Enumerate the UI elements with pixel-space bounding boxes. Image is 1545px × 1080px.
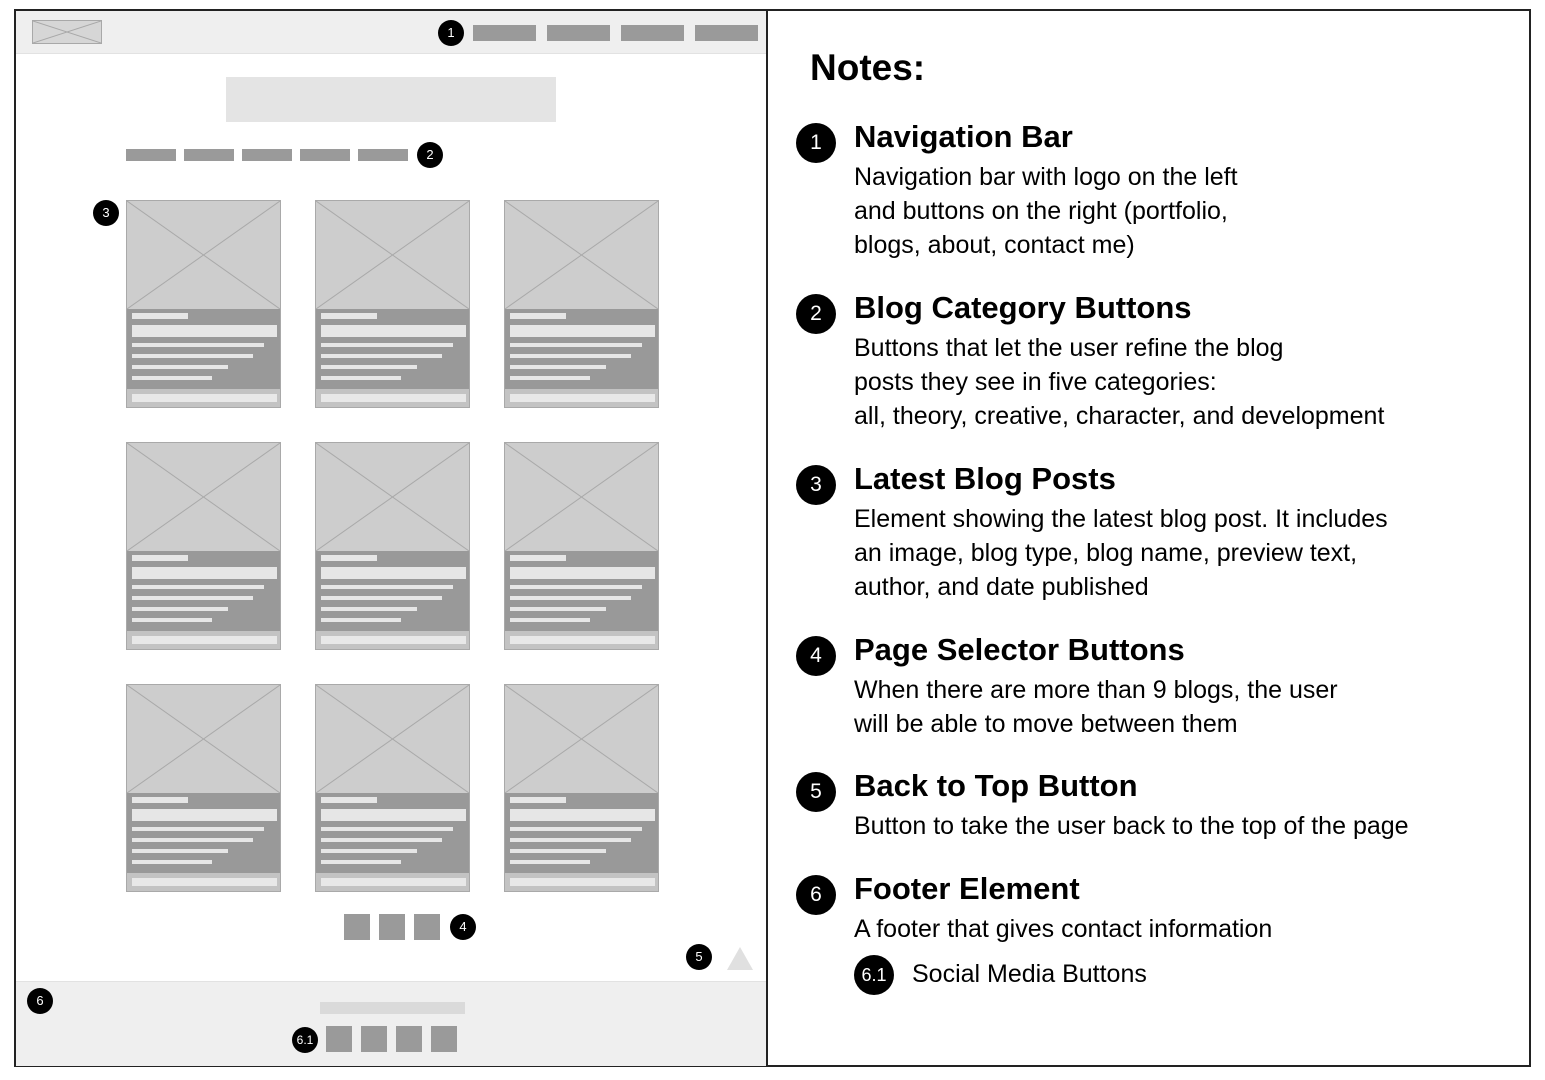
card-footer [316, 873, 469, 891]
card-text-area [505, 309, 658, 389]
marker-social: 6.1 [292, 1027, 318, 1053]
text-line-placeholder [510, 313, 566, 319]
text-line-placeholder [510, 376, 590, 380]
text-line-placeholder [510, 838, 631, 842]
note-description-line: Button to take the user back to the top of the page [854, 812, 1409, 840]
text-line-placeholder [510, 618, 590, 622]
page-button-2[interactable] [379, 914, 405, 940]
note-description-line: and buttons on the right (portfolio, [854, 197, 1228, 225]
note-description-line: A footer that gives contact information [854, 915, 1273, 943]
nav-button-blogs[interactable] [547, 25, 610, 41]
card-footer [127, 873, 280, 891]
image-placeholder-icon [316, 685, 469, 793]
marker-categories: 2 [417, 142, 443, 168]
text-line-placeholder [132, 567, 277, 579]
card-footer [316, 389, 469, 407]
note-number: 3 [796, 465, 836, 505]
marker-back-to-top: 5 [686, 944, 712, 970]
marker-footer: 6 [27, 988, 53, 1014]
text-line-placeholder [132, 809, 277, 821]
blog-post-card[interactable] [315, 200, 470, 408]
text-line-placeholder [510, 343, 642, 347]
note-description-line: posts they see in five categories: [854, 368, 1217, 396]
text-line-placeholder [132, 607, 228, 611]
text-line-placeholder [321, 354, 442, 358]
author-date-placeholder [510, 394, 655, 402]
footer-contact-placeholder [320, 1002, 465, 1014]
author-date-placeholder [321, 636, 466, 644]
blog-post-card[interactable] [126, 442, 281, 650]
category-button-character[interactable] [300, 149, 350, 161]
text-line-placeholder [510, 860, 590, 864]
text-line-placeholder [321, 596, 442, 600]
social-button-4[interactable] [431, 1026, 457, 1052]
page-button-1[interactable] [344, 914, 370, 940]
note-title: Footer Element [854, 871, 1080, 906]
card-footer [127, 389, 280, 407]
note-title: Page Selector Buttons [854, 632, 1185, 667]
text-line-placeholder [510, 797, 566, 803]
blog-post-card[interactable] [504, 442, 659, 650]
text-line-placeholder [510, 567, 655, 579]
author-date-placeholder [510, 636, 655, 644]
text-line-placeholder [132, 860, 212, 864]
note-number: 4 [796, 636, 836, 676]
note-title: Navigation Bar [854, 119, 1073, 154]
blog-post-card[interactable] [504, 200, 659, 408]
text-line-placeholder [321, 585, 453, 589]
card-text-area [127, 309, 280, 389]
text-line-placeholder [510, 849, 606, 853]
text-line-placeholder [321, 313, 377, 319]
author-date-placeholder [321, 878, 466, 886]
card-text-area [505, 793, 658, 873]
author-date-placeholder [132, 394, 277, 402]
note-description-line: Navigation bar with logo on the left [854, 163, 1238, 191]
note-description-line: will be able to move between them [854, 710, 1238, 738]
nav-button-about[interactable] [621, 25, 684, 41]
back-to-top-icon[interactable] [726, 946, 754, 977]
text-line-placeholder [510, 607, 606, 611]
note-description-line: all, theory, creative, character, and development [854, 402, 1385, 430]
image-placeholder-icon [316, 443, 469, 551]
note-description-line: an image, blog type, blog name, preview text, [854, 539, 1358, 567]
author-date-placeholder [132, 878, 277, 886]
text-line-placeholder [132, 797, 188, 803]
image-placeholder-icon [316, 201, 469, 309]
notes-heading: Notes: [810, 47, 926, 88]
text-line-placeholder [510, 809, 655, 821]
blog-post-card[interactable] [504, 684, 659, 892]
blog-post-card[interactable] [315, 442, 470, 650]
text-line-placeholder [321, 618, 401, 622]
text-line-placeholder [132, 838, 253, 842]
text-line-placeholder [321, 860, 401, 864]
category-button-theory[interactable] [184, 149, 234, 161]
image-placeholder-icon [127, 201, 280, 309]
text-line-placeholder [132, 354, 253, 358]
image-placeholder-icon [127, 685, 280, 793]
card-text-area [316, 793, 469, 873]
text-line-placeholder [321, 343, 453, 347]
navigation-bar [16, 11, 768, 54]
text-line-placeholder [132, 849, 228, 853]
text-line-placeholder [321, 555, 377, 561]
text-line-placeholder [321, 376, 401, 380]
text-line-placeholder [321, 797, 377, 803]
text-line-placeholder [132, 585, 264, 589]
text-line-placeholder [132, 596, 253, 600]
notes-panel [766, 9, 1531, 1067]
note-number: 1 [796, 123, 836, 163]
blog-post-card[interactable] [126, 200, 281, 408]
text-line-placeholder [510, 325, 655, 337]
text-line-placeholder [132, 618, 212, 622]
card-text-area [316, 309, 469, 389]
text-line-placeholder [132, 313, 188, 319]
note-title: Blog Category Buttons [854, 290, 1192, 325]
category-button-creative[interactable] [242, 149, 292, 161]
text-line-placeholder [321, 325, 466, 337]
text-line-placeholder [510, 354, 631, 358]
note-title: Back to Top Button [854, 768, 1138, 803]
card-text-area [127, 551, 280, 631]
text-line-placeholder [132, 325, 277, 337]
text-line-placeholder [321, 365, 417, 369]
note-sub-label: Social Media Buttons [912, 960, 1147, 988]
image-placeholder-icon [505, 443, 658, 551]
text-line-placeholder [321, 809, 466, 821]
card-footer [316, 631, 469, 649]
text-line-placeholder [510, 585, 642, 589]
text-line-placeholder [132, 827, 264, 831]
marker-pages: 4 [450, 914, 476, 940]
text-line-placeholder [321, 607, 417, 611]
social-button-3[interactable] [396, 1026, 422, 1052]
image-placeholder-icon [127, 443, 280, 551]
category-button-development[interactable] [358, 149, 408, 161]
page-title-placeholder [226, 77, 556, 122]
page-button-3[interactable] [414, 914, 440, 940]
marker-nav: 1 [438, 20, 464, 46]
card-text-area [316, 551, 469, 631]
card-footer [505, 873, 658, 891]
author-date-placeholder [132, 636, 277, 644]
text-line-placeholder [510, 596, 631, 600]
note-sub-number: 6.1 [854, 955, 894, 995]
blog-post-card[interactable] [315, 684, 470, 892]
note-number: 2 [796, 294, 836, 334]
text-line-placeholder [321, 567, 466, 579]
note-number: 5 [796, 772, 836, 812]
text-line-placeholder [132, 365, 228, 369]
blog-post-card[interactable] [126, 684, 281, 892]
note-description-line: When there are more than 9 blogs, the user [854, 676, 1338, 704]
note-description-line: Element showing the latest blog post. It includes [854, 505, 1388, 533]
card-text-area [127, 793, 280, 873]
footer [16, 981, 768, 1066]
note-description-line: author, and date published [854, 573, 1149, 601]
note-description-line: blogs, about, contact me) [854, 231, 1135, 259]
text-line-placeholder [510, 555, 566, 561]
note-description-line: Buttons that let the user refine the blog [854, 334, 1284, 362]
text-line-placeholder [510, 827, 642, 831]
category-button-all[interactable] [126, 149, 176, 161]
logo-placeholder-icon[interactable] [32, 20, 102, 44]
card-footer [505, 631, 658, 649]
image-placeholder-icon [505, 685, 658, 793]
text-line-placeholder [321, 827, 453, 831]
nav-button-contact[interactable] [695, 25, 758, 41]
marker-posts: 3 [93, 200, 119, 226]
card-footer [127, 631, 280, 649]
nav-button-portfolio[interactable] [473, 25, 536, 41]
card-footer [505, 389, 658, 407]
text-line-placeholder [132, 376, 212, 380]
text-line-placeholder [132, 343, 264, 347]
text-line-placeholder [132, 555, 188, 561]
card-text-area [505, 551, 658, 631]
author-date-placeholder [510, 878, 655, 886]
image-placeholder-icon [505, 201, 658, 309]
text-line-placeholder [510, 365, 606, 369]
text-line-placeholder [321, 849, 417, 853]
author-date-placeholder [321, 394, 466, 402]
note-title: Latest Blog Posts [854, 461, 1116, 496]
blog-page-wireframe [14, 9, 768, 1067]
text-line-placeholder [321, 838, 442, 842]
note-number: 6 [796, 875, 836, 915]
social-button-1[interactable] [326, 1026, 352, 1052]
social-button-2[interactable] [361, 1026, 387, 1052]
